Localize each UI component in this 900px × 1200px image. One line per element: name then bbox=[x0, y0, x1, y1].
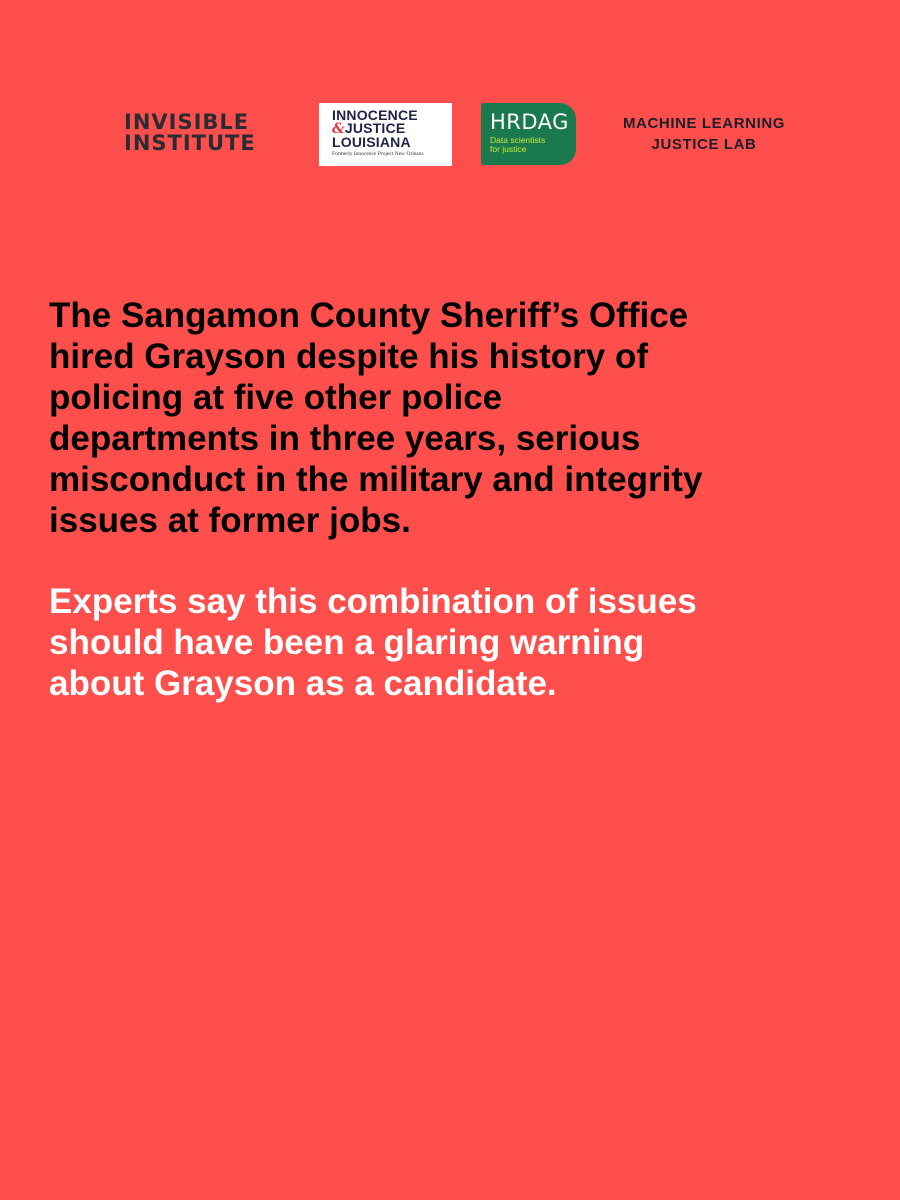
ijl-ampersand: & bbox=[332, 121, 345, 137]
subhead: Experts say this combination of issues should have been a glaring warning about Grayson as a candidate. bbox=[49, 582, 697, 703]
mljl-line1: MACHINE LEARNING bbox=[622, 115, 786, 132]
invisible-institute-logo bbox=[124, 112, 284, 154]
hrdag-title: HRDAG bbox=[490, 110, 569, 134]
main-content bbox=[49, 295, 859, 704]
invisible-institute-line2: INSTITUTE bbox=[124, 131, 256, 155]
innocence-justice-louisiana-logo bbox=[319, 103, 452, 166]
hrdag-subtitle-line1: Data scientists bbox=[490, 135, 546, 145]
mljl-line2: JUSTICE LAB bbox=[651, 136, 757, 153]
ijl-justice: JUSTICE bbox=[344, 120, 406, 136]
hrdag-logo bbox=[481, 103, 576, 165]
ijl-line1: INNOCENCE bbox=[332, 107, 418, 123]
partner-logos bbox=[0, 0, 900, 200]
hrdag-subtitle-line2: for justice bbox=[490, 144, 527, 154]
invisible-institute-line1: INVISIBLE bbox=[124, 110, 250, 134]
headline: The Sangamon County Sheriff’s Office hired Grayson despite his history of policing at five other police departments in three years, serious misconduct in the military and integrity issues at former jobs. bbox=[49, 296, 703, 540]
machine-learning-justice-lab-logo bbox=[600, 113, 808, 155]
ijl-subtitle: Formerly Innocence Project New Orleans bbox=[332, 151, 424, 157]
ijl-line3: LOUISIANA bbox=[332, 134, 411, 150]
